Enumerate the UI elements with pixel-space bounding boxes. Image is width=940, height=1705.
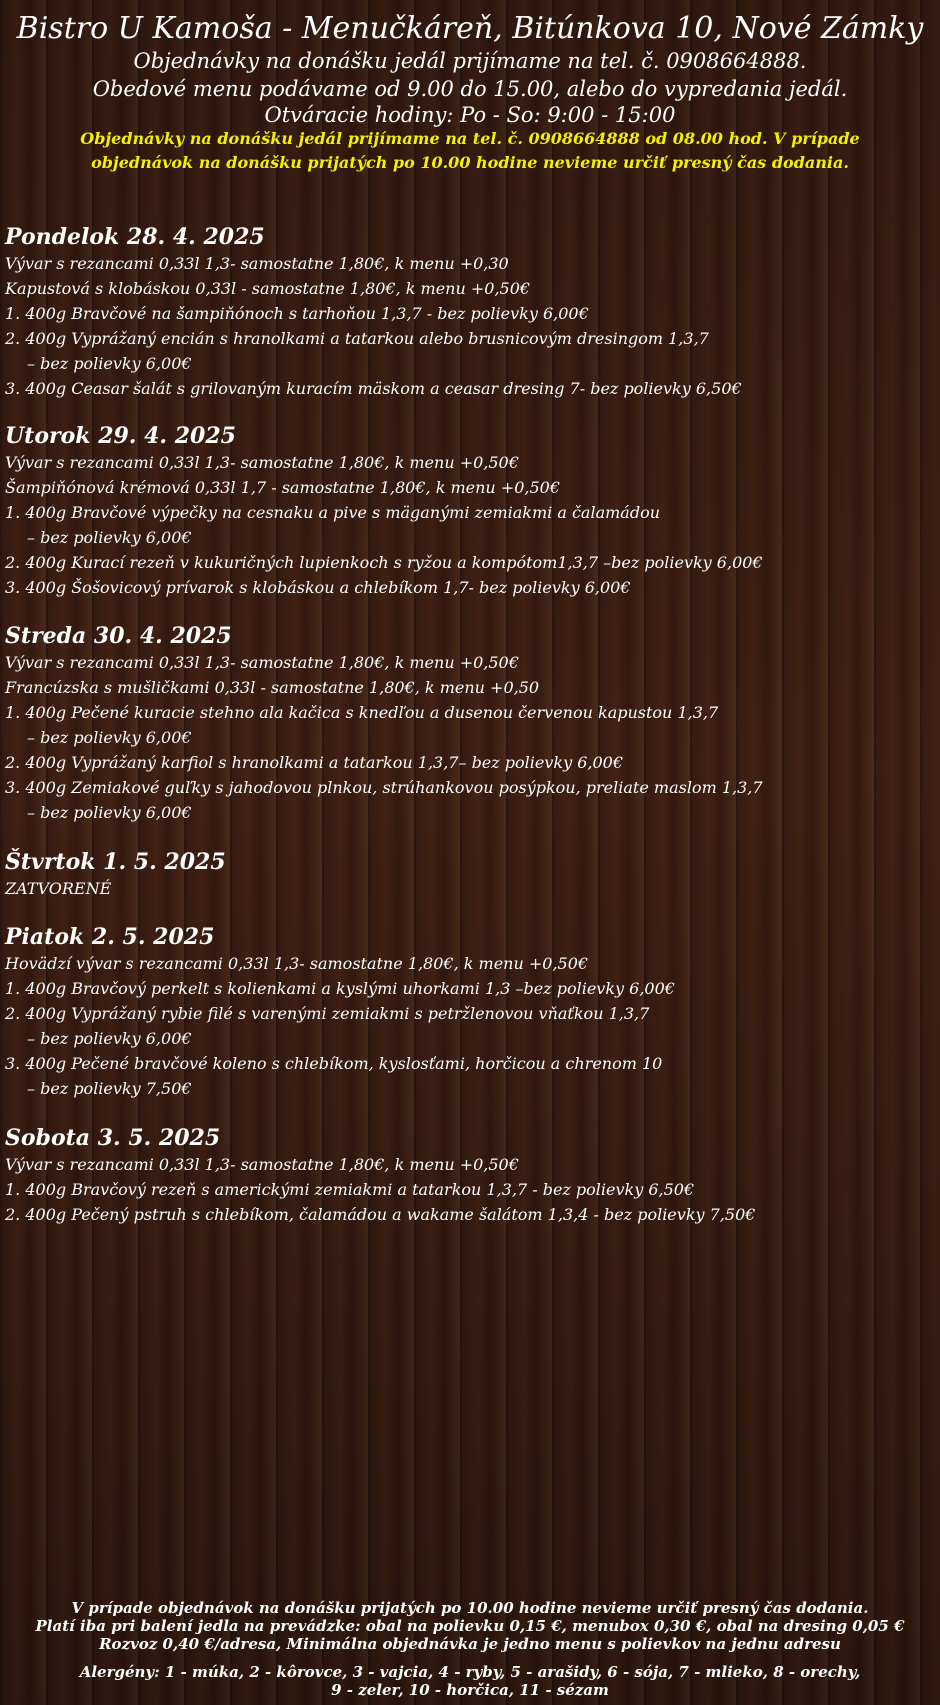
menu-item: 3. 400g Ceasar šalát s grilovaným kuracím mäskom a ceasar dresing 7- bez polievky 6,50€ [5,379,742,398]
footer-packaging-note: Platí iba pri balení jedla na prevádzke: obal na polievku 0,15 €, menubox 0,30 €, obal na dresing 0,05 € [35,1617,905,1635]
menu-item: 3. 400g Šošovicový prívarok s klobáskou a chlebíkom 1,7- bez polievky 6,00€ [5,578,631,597]
allergens-line: Alergény: 1 - múka, 2 - kôrovce, 3 - vajcia, 4 - ryby, 5 - arašidy, 6 - sója, 7 - mlieko, 8 - orechy, [79,1663,861,1681]
menu-item: 3. 400g Zemiakové guľky s jahodovou plnkou, strúhankovou posýpkou, preliate maslom 1,3,7 [5,778,763,797]
menu-item: 1. 400g Bravčový rezeň s americkými zemiakmi a tatarkou 1,3,7 - bez polievky 6,50€ [5,1180,695,1199]
menu-item-price: – bez polievky 6,00€ [27,354,192,373]
closed-label: ZATVORENÉ [5,879,112,898]
menu-item: 1. 400g Bravčové výpečky na cesnaku a pive s mäganými zemiakmi a čalamádou [5,503,661,522]
day-title: Sobota 3. 5. 2025 [5,1125,221,1151]
opening-hours-text: Otváracie hodiny: Po - So: 9:00 - 15:00 [264,103,676,127]
day-wednesday [5,622,930,825]
menu-item: 2. 400g Pečený pstruh s chlebíkom, čalamádou a wakame šalátom 1,3,4 - bez polievky 7,50€ [5,1205,756,1224]
day-friday [5,923,930,1101]
menu-item: 1. 400g Pečené kuracie stehno ala kačica s knedľou a dusenou červenou kapustou 1,3,7 [5,703,719,722]
menu-item: 2. 400g Vyprážaný karfiol s hranolkami a tatarkou 1,3,7– bez polievky 6,00€ [5,753,624,772]
day-title: Piatok 2. 5. 2025 [5,924,215,950]
day-title: Štvrtok 1. 5. 2025 [5,849,226,875]
footer-delivery-fee: Rozvoz 0,40 €/adresa, Minimálna objednávka je jedno menu s polievkov na jednu adresu [99,1635,841,1653]
day-title: Utorok 29. 4. 2025 [5,423,236,449]
menu-item: 2. 400g Vyprážaný encián s hranolkami a tatarkou alebo brusnicovým dresingom 1,3,7 [5,329,709,348]
allergens-line: 9 - zeler, 10 - horčica, 11 - sézam [331,1681,609,1699]
menu-item: Francúzska s mušličkami 0,33l - samostatne 1,80€, k menu +0,50 [5,678,540,697]
delivery-notice: Objednávky na donášku jedál prijímame na tel. č. 0908664888 od 08.00 hod. V prípade objednávok na donášku prijatých po 10.00 hodine nevieme určiť presný čas dodania. [80,129,860,172]
menu-item: Vývar s rezancami 0,33l 1,3- samostatne 1,80€, k menu +0,50€ [5,653,519,672]
menu-item: 3. 400g Pečené bravčové koleno s chlebíkom, kyslosťami, horčicou a chrenom 10 [5,1054,663,1073]
menu-item: Kapustová s klobáskou 0,33l - samostatne 1,80€, k menu +0,50€ [5,279,531,298]
menu-item: 2. 400g Kurací rezeň v kukuričných lupienkoch s ryžou a kompótom1,3,7 –bez polievky 6,00€ [5,553,763,572]
menu-item: Vývar s rezancami 0,33l 1,3- samostatne 1,80€, k menu +0,30 [5,254,509,273]
day-title: Streda 30. 4. 2025 [5,623,232,649]
menu-item: 1. 400g Bravčové na šampiňónoch s tarhoňou 1,3,7 - bez polievky 6,00€ [5,304,589,323]
menu-item: Vývar s rezancami 0,33l 1,3- samostatne 1,80€, k menu +0,50€ [5,1155,519,1174]
menu-item: Vývar s rezancami 0,33l 1,3- samostatne 1,80€, k menu +0,50€ [5,453,519,472]
menu-item-price: – bez polievky 7,50€ [27,1079,192,1098]
menu-item: Hovädzí vývar s rezancami 0,33l 1,3- samostatne 1,80€, k menu +0,50€ [5,954,589,973]
day-saturday [5,1124,930,1227]
menu-item-price: – bez polievky 6,00€ [27,1029,192,1048]
day-thursday [5,848,930,901]
menu-item: Šampiňónová krémová 0,33l 1,7 - samostatne 1,80€, k menu +0,50€ [5,478,561,497]
day-tuesday [5,422,930,600]
menu-item-price: – bez polievky 6,00€ [27,528,192,547]
footer-delivery-note: V prípade objednávok na donášku prijatých po 10.00 hodine nevieme určiť presný čas dodania. [71,1599,869,1617]
menu-item-price: – bez polievky 6,00€ [27,803,192,822]
menu-item: 2. 400g Vyprážaný rybie filé s varenými zemiakmi s petržlenovou vňaťkou 1,3,7 [5,1004,650,1023]
menu-item-price: – bez polievky 6,00€ [27,728,192,747]
day-monday [5,223,930,401]
lunch-hours-text: Obedové menu podávame od 9.00 do 15.00, alebo do vypredania jedál. [92,77,848,101]
delivery-phone-text: Objednávky na donášku jedál prijímame na tel. č. 0908664888. [133,49,807,73]
page-title: Bistro U Kamoša - Menučkáreň, Bitúnkova 10, Nové Zámky [16,11,924,46]
menu-item: 1. 400g Bravčový perkelt s kolienkami a kyslými uhorkami 1,3 –bez polievky 6,00€ [5,979,675,998]
day-title: Pondelok 28. 4. 2025 [5,224,265,250]
